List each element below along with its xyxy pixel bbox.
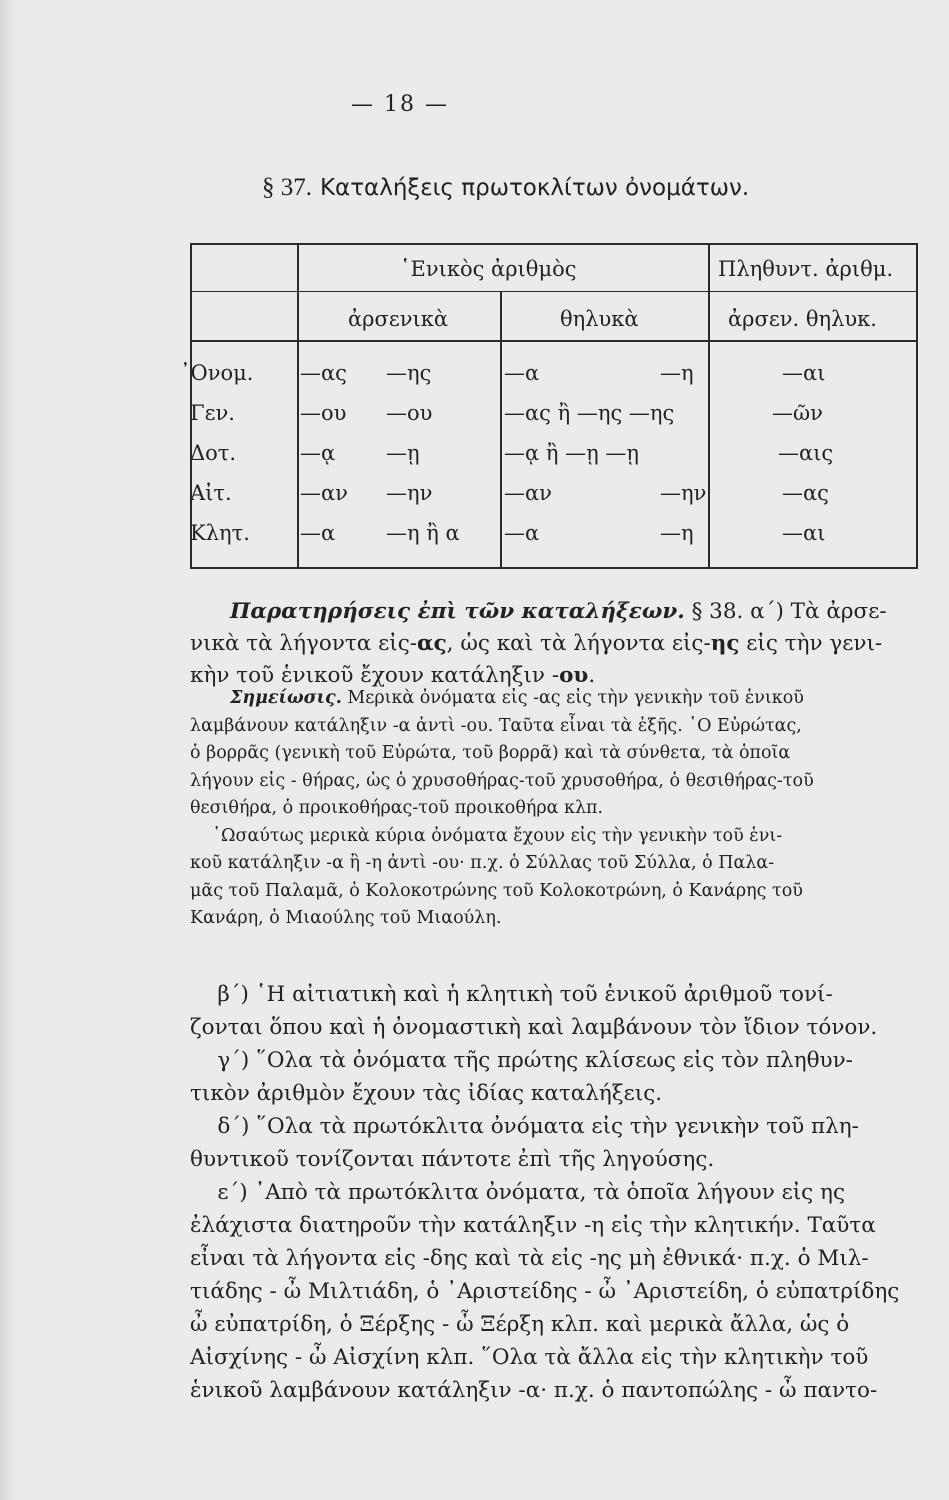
declension-table: [180, 243, 918, 569]
table-cell: —η: [660, 361, 694, 385]
body-line: γ΄) ῞Ολα τὰ ὀνόματα τῆς πρώτης κλίσεως εἰς τὸν πληθυν-: [190, 1048, 853, 1073]
case-label: Αἰτ.: [190, 481, 232, 505]
table-cell: —α: [300, 521, 336, 545]
body-line: τιάδης - ὦ Μιλτιάδη, ὁ ᾿Αριστείδης - ὦ ᾿Αριστείδη, ὁ εὐπατρίδης: [190, 1279, 900, 1304]
observations-suffix: ας: [417, 631, 447, 656]
table-cell: —η: [660, 521, 694, 545]
table-cell: —ην: [386, 481, 433, 505]
case-label: Γεν.: [190, 401, 235, 425]
table-cell: —ην: [660, 481, 707, 505]
observations-text: .: [588, 663, 596, 688]
table-cell: —α: [504, 521, 540, 545]
observations-text: § 38. α΄) Τὰ ἀρσε-: [684, 599, 887, 624]
note-label: Σημείωσις.: [230, 688, 342, 708]
section-title: [262, 172, 902, 202]
observations-heading: Παρατηρήσεις ἐπὶ τῶν καταλήξεων.: [230, 599, 685, 624]
section-heading: Καταλήξεις πρωτοκλίτων ὀνομάτων.: [319, 175, 750, 201]
table-cell: —ᾳ ἢ —ῃ —ῃ: [504, 441, 639, 465]
body-line: δ΄) ῞Ολα τὰ πρωτόκλιτα ὀνόματα εἰς τὴν γενικὴν τοῦ πλη-: [190, 1114, 859, 1139]
table-cell: —ας: [300, 361, 347, 385]
note-block: [190, 685, 930, 933]
subheader-masculine: ἀρσενικὰ: [348, 307, 449, 331]
note-line: μᾶς τοῦ Παλαμᾶ, ὁ Κολοκοτρώνης τοῦ Κολοκοτρώνη, ὁ Κανάρης τοῦ: [190, 880, 803, 901]
note-line: ὁ βορρᾶς (γενικὴ τοῦ Εὐρώτα, τοῦ βορρᾶ) καὶ τὰ σύνθετα, τὰ ὁποῖα: [190, 743, 791, 763]
table-cell: —ας ἢ —ης —ης: [504, 401, 675, 425]
body-line: εἶναι τὰ λήγοντα εἰς -δης καὶ τὰ εἰς -ης μὴ ἐθνικά· π.χ. ὁ Μιλ-: [190, 1246, 869, 1271]
table-cell: —ῶν: [772, 401, 823, 425]
note-line: Μερικὰ ὀνόματα εἰς -ας εἰς τὴν γενικὴν τοῦ ἑνικοῦ: [341, 688, 804, 708]
section-number: § 37.: [262, 174, 312, 201]
table-cell: —α: [504, 361, 540, 385]
table-cell: —η ἢ α: [386, 521, 460, 545]
observations-paragraph: [190, 596, 930, 692]
body-line: ὦ εὐπατρίδη, ὁ Ξέρξης - ὦ Ξέρξη κλπ. καὶ μερικὰ ἄλλα, ὡς ὁ: [190, 1312, 850, 1337]
table-cell: —αις: [778, 441, 834, 465]
observations-text: κὴν τοῦ ἑνικοῦ ἔχουν κατάληξιν -: [190, 663, 560, 688]
subheader-plural: ἀρσεν. θηλυκ.: [728, 307, 877, 331]
table-cell: —αι: [782, 521, 826, 545]
subheader-feminine: θηλυκὰ: [560, 307, 639, 331]
case-label: ᾿Ονομ.: [180, 361, 254, 385]
observations-suffix: ου: [559, 663, 589, 688]
observations-text: εἰς τὴν γενι-: [739, 631, 883, 656]
header-plural: Πληθυντ. ἀριθμ.: [718, 257, 894, 281]
body-line: ἑνικοῦ λαμβάνουν κατάληξιν -α· π.χ. ὁ παντοπώλης - ὦ παντο-: [190, 1378, 878, 1403]
body-line: ε΄) ᾿Απὸ τὰ πρωτόκλιτα ὀνόματα, τὰ ὁποῖα λήγουν εἰς ης: [190, 1180, 845, 1205]
page-edge: [0, 0, 14, 1500]
table-cell: —αν: [504, 481, 552, 505]
note-line: λήγουν εἰς - θήρας, ὡς ὁ χρυσοθήρας-τοῦ χρυσοθήρα, ὁ θεσιθήρας-τοῦ: [190, 770, 814, 791]
body-text: [190, 978, 930, 1407]
note-line: κοῦ κατάληξιν -α ἢ -η ἀντὶ -ου· π.χ. ὁ Σύλλας τοῦ Σύλλα, ὁ Παλα-: [190, 853, 775, 873]
table-cell: —αν: [300, 481, 348, 505]
note-line: θεσιθήρα, ὁ προικοθήρας-τοῦ προικοθήρα κλπ.: [190, 798, 604, 818]
body-line: ἐλάχιστα διατηροῦν τὴν κατάληξιν -η εἰς τὴν κλητικήν. Ταῦτα: [190, 1213, 876, 1238]
body-line: θυντικοῦ τονίζονται πάντοτε ἐπὶ τῆς ληγούσης.: [190, 1147, 715, 1172]
page-number: — 18 —: [351, 92, 449, 117]
body-line: Αἰσχίνης - ὦ Αἰσχίνη κλπ. ῞Ολα τὰ ἄλλα εἰς τὴν κλητικὴν τοῦ: [190, 1345, 869, 1370]
body-line: β΄) ῾Η αἰτιατικὴ καὶ ἡ κλητικὴ τοῦ ἑνικοῦ ἀριθμοῦ τονί-: [190, 982, 833, 1007]
table-cell: —αι: [782, 361, 826, 385]
case-label: Δοτ.: [190, 441, 237, 465]
case-label: Κλητ.: [190, 521, 250, 545]
table-cell: —ης: [386, 361, 432, 385]
observations-suffix: ης: [710, 631, 740, 656]
body-line: τικὸν ἀριθμὸν ἔχουν τὰς ἰδίας καταλήξεις.: [190, 1081, 663, 1106]
note-line: Κανάρη, ὁ Μιαούλης τοῦ Μιαούλη.: [190, 908, 502, 928]
table-cell: —ᾳ: [300, 441, 336, 465]
observations-text: νικὰ τὰ λήγοντα εἰς-: [190, 631, 418, 656]
header-singular: ῾Ενικὸς ἀριθμὸς: [400, 257, 577, 281]
table-cell: —ῃ: [386, 441, 420, 465]
table-cell: —ου: [386, 401, 433, 425]
note-line: ῾Ωσαύτως μερικὰ κύρια ὀνόματα ἔχουν εἰς τὴν γενικὴν τοῦ ἑνι-: [190, 825, 783, 846]
observations-text: , ὡς καὶ τὰ λήγοντα εἰς-: [446, 631, 711, 656]
table-cell: —ας: [782, 481, 829, 505]
note-line: λαμβάνουν κατάληξιν -α ἀντὶ -ου. Ταῦτα εἶναι τὰ ἑξῆς. ῾Ο Εὐρώτας,: [190, 715, 802, 736]
table-cell: —ου: [300, 401, 347, 425]
body-line: ζονται ὅπου καὶ ἡ ὀνομαστικὴ καὶ λαμβάνουν τὸν ἴδιον τόνον.: [190, 1015, 878, 1040]
